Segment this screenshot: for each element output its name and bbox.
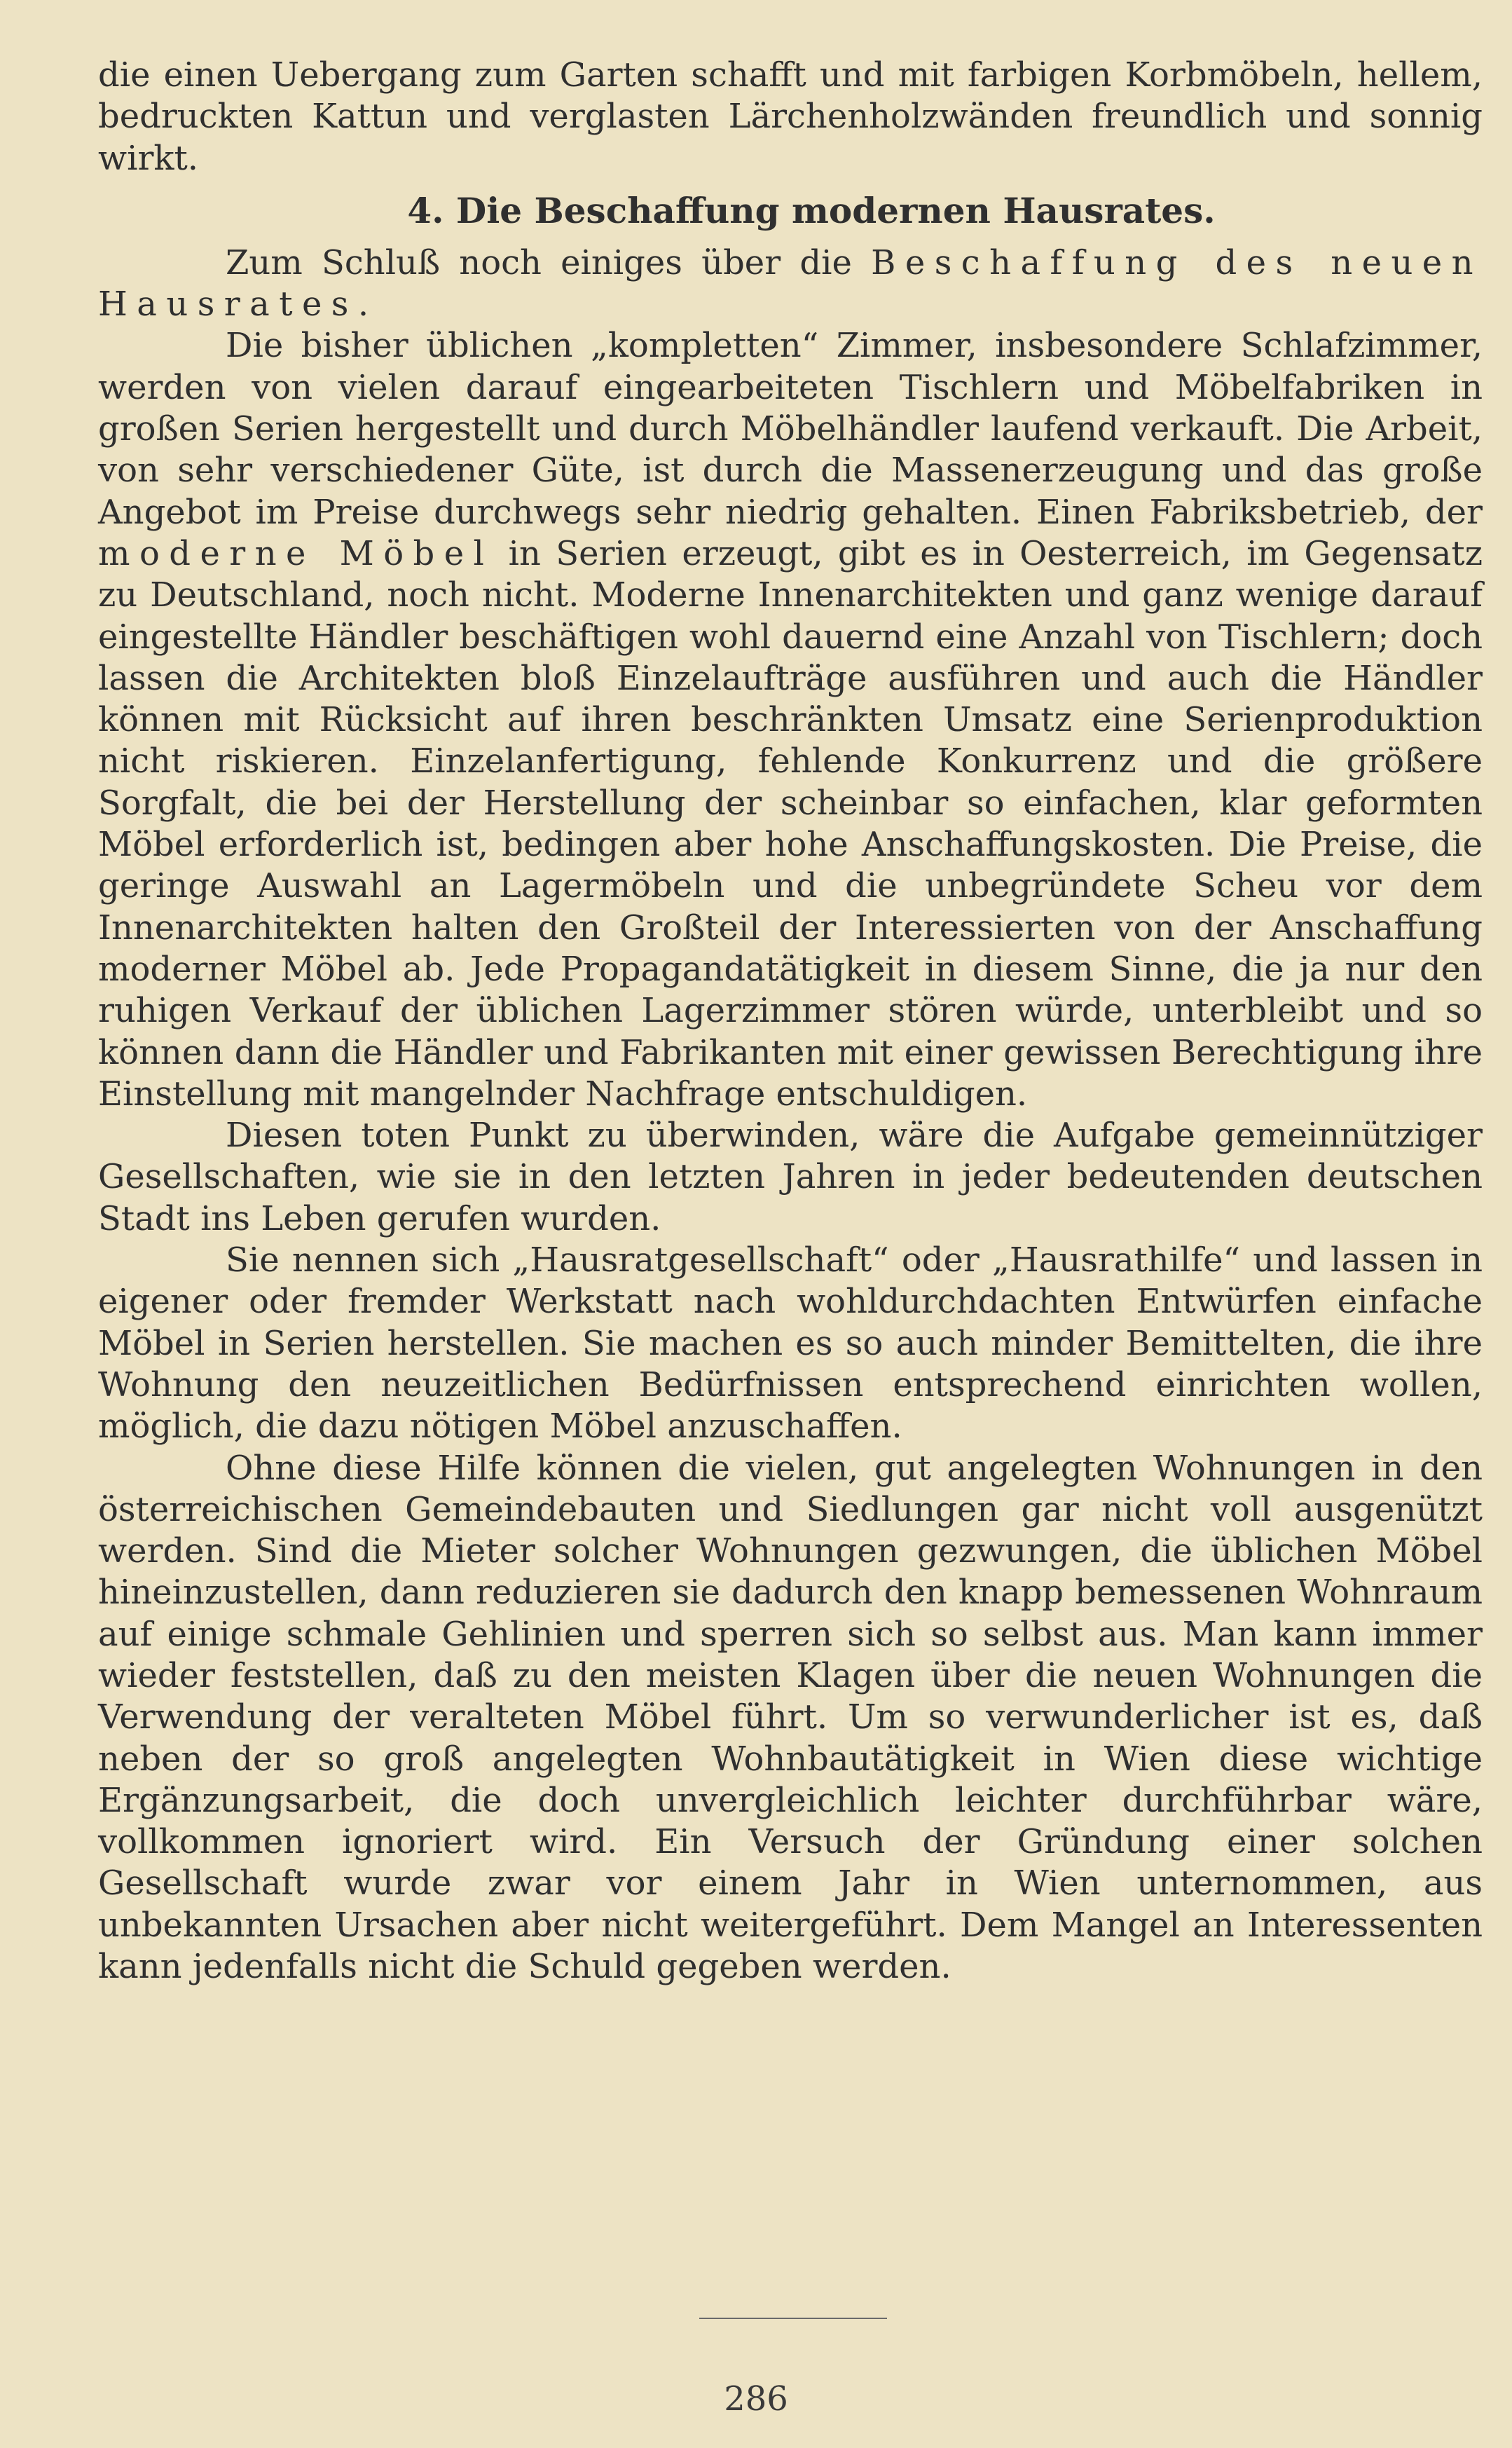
paragraph-2-part-1: Die bisher üblichen „kompletten“ Zimmer, insbesondere Schlafzimmer, werden von vielen darauf eingearbeiteten Tischlern und Möbelfabriken in großen Serien hergestellt und durch Möbelhändler laufend verkauft. Die Arbeit, von sehr verschiedener Güte, ist durch die Massenerzeugung und das große Angebot im Preise durchwegs sehr niedrig gehalten. Einen Fabriksbetrieb, der <box>98 326 1483 532</box>
intro-spaced-text: Beschaffung des neuen Hausrates. <box>98 242 1483 324</box>
continued-paragraph: die einen Uebergang zum Garten schafft und mit farbigen Korbmöbeln, hellem, bedruckten Kattun und verglasten Lärchenholzwänden freundlich und sonnig wirkt. <box>98 55 1483 178</box>
paragraph-vienna-housing: Ohne diese Hilfe können die vielen, gut angelegten Wohnungen in den österreichischen Gemeindebauten und Siedlungen gar nicht voll ausgenützt werden. Sind die Mieter solcher Wohnungen gezwungen, die üblichen Möbel hineinzustellen, dann reduzieren sie dadurch den knapp bemessenen Wohnraum auf einige schmale Gehlinien und sperren sich so selbst aus. Man kann immer wieder feststellen, daß zu den meisten Klagen über die neuen Wohnungen die Verwendung der veralteten Möbel führt. Um so verwunderlicher ist es, daß neben der so groß angelegten Wohnbautätigkeit in Wien diese wichtige Ergänzungsarbeit, die doch unvergleichlich leichter durchführbar wäre, vollkommen ignoriert wird. Ein Versuch der Gründung einer solchen Gesellschaft wurde zwar vor einem Jahr in Wien unternommen, aus unbekannten Ursachen aber nicht weitergeführt. Dem Mangel an Interessenten kann jedenfalls nicht die Schuld gegeben werden. <box>98 1448 1483 1987</box>
paragraph-nonprofit-societies: Diesen toten Punkt zu überwinden, wäre die Aufgabe gemeinnütziger Gesellschaften, wie sie in den letzten Jahren in jeder bedeutenden deutschen Stadt ins Leben gerufen wurden. <box>98 1116 1483 1238</box>
section-heading: 4. Die Beschaffung modernen Hausrates. <box>407 189 1216 231</box>
paragraph-2-spaced-text: moderne Möbel <box>98 533 494 573</box>
intro-paragraph <box>98 242 1483 326</box>
footer-divider-rule <box>699 2318 887 2319</box>
text-column <box>98 55 1483 1988</box>
page-number: 286 <box>724 2379 788 2419</box>
paragraph-furniture-market <box>98 325 1483 1115</box>
intro-lead-text: Zum Schluß noch einiges über die <box>226 242 872 282</box>
paragraph-hausrat-societies: Sie nennen sich „Hausratgesellschaft“ oder „Hausrathilfe“ und lassen in eigener oder fremder Werkstatt nach wohldurchdachten Entwürfen einfache Möbel in Serien herstellen. Sie machen es so auch minder Bemittelten, die ihre Wohnung den neuzeitlichen Bedürfnissen entsprechend einrichten wollen, möglich, die dazu nötigen Möbel anzuschaffen. <box>98 1240 1483 1447</box>
paragraph-2-part-2: in Serien erzeugt, gibt es in Oesterreich, im Gegensatz zu Deutschland, noch nicht. Moderne Innenarchitekten und ganz wenige darauf eingestellte Händler beschäftigen wohl dauernd eine Anzahl von Tischlern; doch lassen die Architekten bloß Einzelaufträge ausführen und auch die Händler können mit Rücksicht auf ihren beschränkten Umsatz eine Serienproduktion nicht riskieren. Einzelanfertigung, fehlende Konkurrenz und die größere Sorgfalt, die bei der Herstellung der scheinbar so einfachen, klar geformten Möbel erforderlich ist, bedingen aber hohe Anschaffungskosten. Die Preise, die geringe Auswahl an Lagermöbeln und die unbegründete Scheu vor dem Innenarchitekten halten den Großteil der Interessierten von der Anschaffung moderner Möbel ab. Jede Propagandatätigkeit in diesem Sinne, die ja nur den ruhigen Verkauf der üblichen Lagerzimmer stören würde, unterbleibt und so können dann die Händler und Fabrikanten mit einer gewissen Berechtigung ihre Einstellung mit mangelnder Nachfrage entschuldigen. <box>98 533 1483 1114</box>
